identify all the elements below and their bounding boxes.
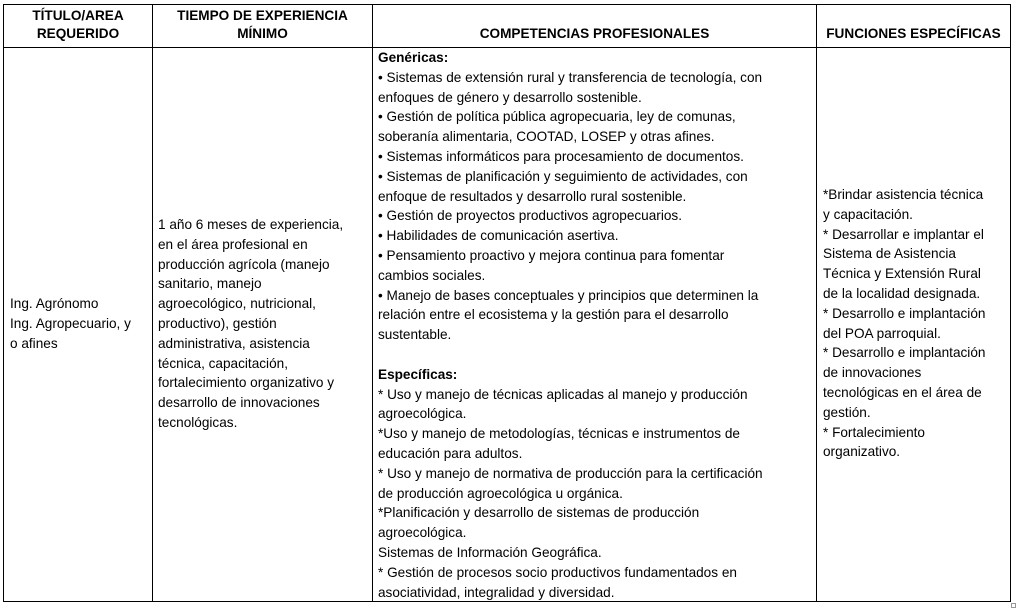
text-line: • Sistemas de planificación y seguimiento de actividades, con: [378, 168, 748, 184]
text-line: • Sistemas de extensión rural y transferencia de tecnología, con: [378, 69, 763, 85]
text-line: Ing. Agropecuario, y: [10, 315, 131, 331]
text-line: fortalecimiento organizativo y: [158, 375, 335, 391]
text-line: Técnica y Extensión Rural: [823, 266, 981, 282]
experiencia-cell: [158, 215, 370, 433]
text-line: organizativo.: [823, 444, 901, 460]
text-line: agroecológica.: [378, 525, 467, 541]
text-line: educación para adultos.: [378, 445, 523, 461]
text-line: Sistema de Asistencia: [823, 246, 956, 262]
text-line: * Uso y manejo de normativa de producción para la certificación: [378, 465, 763, 481]
text-line: enfoques de género y desarrollo sostenible.: [378, 89, 642, 105]
text-line: Ing. Agrónomo: [10, 296, 99, 311]
text-line: asociatividad, integralidad y diversidad.: [378, 584, 615, 600]
text-line: tecnológicas.: [158, 414, 238, 430]
text-line: * Uso y manejo de técnicas aplicadas al manejo y producción: [378, 386, 748, 402]
text-line: • Pensamiento proactivo y mejora continua para fomentar: [378, 247, 725, 263]
text-line: cambios sociales.: [378, 267, 486, 283]
text-line: * Desarrollar e implantar el: [823, 226, 984, 242]
column-divider: [372, 5, 373, 601]
header-experiencia: [153, 7, 372, 43]
text-line: *Uso y manejo de metodologías, técnicas e instrumentos de: [378, 426, 740, 442]
text-line: * Fortalecimiento: [823, 424, 925, 440]
text-line: • Habilidades de comunicación asertiva.: [378, 228, 619, 244]
text-line: producción agrícola (manejo: [158, 256, 330, 272]
text-line: * Desarrollo e implantación: [823, 345, 986, 361]
text-line: productivo), gestión: [158, 315, 277, 331]
text-line: tecnológicas en el área de: [823, 384, 982, 400]
especificas-list: [378, 385, 814, 603]
text-line: • Sistemas informáticos para procesamiento de documentos.: [378, 148, 744, 164]
text-line: • Gestión de política pública agropecuaria, ley de comunas,: [378, 109, 736, 125]
titulo-cell: [10, 294, 150, 353]
column-divider: [152, 5, 153, 601]
text-line: o afines: [10, 335, 58, 351]
spacer: [378, 345, 814, 365]
header-funciones: FUNCIONES ESPECÍFICAS: [826, 26, 1001, 41]
genericas-label: Genéricas:: [378, 50, 449, 65]
table-resize-handle[interactable]: [1011, 603, 1016, 608]
text-line: * Gestión de procesos socio productivos fundamentados en: [378, 564, 737, 580]
text-line: desarrollo de innovaciones: [158, 395, 320, 411]
text-line: relación entre el ecosistema y la gestión para el desarrollo: [378, 307, 729, 323]
header-line: MÍNIMO: [237, 26, 288, 41]
header-line: TIEMPO DE EXPERIENCIA: [177, 8, 348, 23]
text-line: *Brindar asistencia técnica: [823, 187, 984, 202]
text-line: administrativa, asistencia: [158, 335, 310, 351]
header-competencias: COMPETENCIAS PROFESIONALES: [479, 26, 710, 41]
text-line: técnica, capacitación,: [158, 355, 288, 371]
text-line: en el área profesional en: [158, 236, 308, 252]
column-divider: [816, 5, 817, 601]
text-line: de innovaciones: [823, 365, 922, 381]
funciones-cell: [823, 185, 1009, 462]
text-line: agroecológico, nutricional,: [158, 296, 316, 312]
text-line: y capacitación.: [823, 206, 913, 222]
text-line: gestión.: [823, 404, 871, 420]
header-line: TÍTULO/AREA: [32, 8, 124, 23]
text-line: • Gestión de proyectos productivos agropecuarios.: [378, 208, 682, 224]
text-line: *Planificación y desarrollo de sistemas de producción: [378, 505, 700, 521]
requirements-table: [3, 4, 1011, 602]
text-line: enfoque de resultados y desarrollo rural sostenible.: [378, 188, 687, 204]
text-line: de la localidad designada.: [823, 285, 981, 301]
text-line: • Manejo de bases conceptuales y principios que determinen la: [378, 287, 759, 303]
text-line: soberanía alimentaria, COOTAD, LOSEP y otras afines.: [378, 129, 715, 145]
competencias-cell: [378, 48, 814, 602]
text-line: 1 año 6 meses de experiencia,: [158, 217, 344, 232]
header-line: REQUERIDO: [36, 26, 120, 41]
text-line: Sistemas de Información Geográfica.: [378, 544, 602, 560]
text-line: agroecológica.: [378, 406, 467, 422]
text-line: del POA parroquial.: [823, 325, 941, 341]
text-line: sustentable.: [378, 327, 452, 343]
text-line: sanitario, manejo: [158, 276, 262, 292]
header-titulo: [4, 7, 152, 43]
especificas-label: Específicas:: [378, 366, 458, 382]
text-line: * Desarrollo e implantación: [823, 305, 986, 321]
genericas-list: [378, 68, 814, 345]
text-line: de producción agroecológica u orgánica.: [378, 485, 623, 501]
